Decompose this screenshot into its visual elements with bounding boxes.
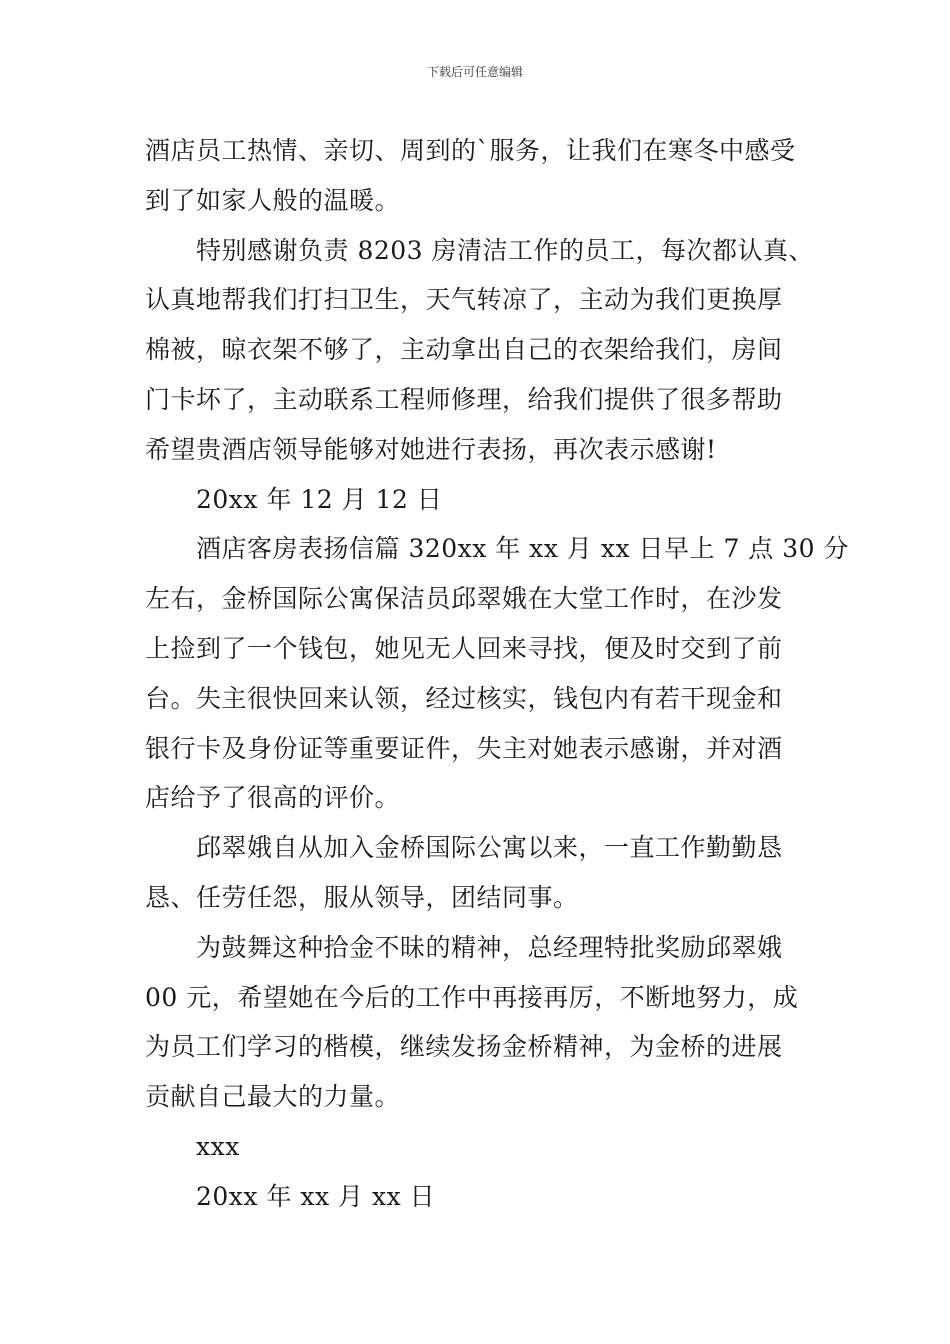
text-line: 希望贵酒店领导能够对她进行表扬，再次表示感谢! <box>145 434 717 464</box>
page-header: 下载后可任意编辑 <box>426 65 523 79</box>
text-line: 棉被，晾衣架不够了，主动拿出自己的衣架给我们，房间 <box>145 335 783 365</box>
text-line: 恳、任劳任怨，服从领导，团结同事。 <box>145 882 579 912</box>
text-line: 00 元，希望她在今后的工作中再接再厉，不断地努力，成 <box>145 982 799 1012</box>
text-line: 特别感谢负责 8203 房清洁工作的员工，每次都认真、 <box>196 235 815 265</box>
document-body <box>145 126 849 1222</box>
text-line: 邱翠娥自从加入金桥国际公寓以来，一直工作勤勤恳 <box>196 833 783 863</box>
text-line: 左右，金桥国际公寓保洁员邱翠娥在大堂工作时，在沙发 <box>145 584 783 614</box>
text-line: 酒店员工热情、亲切、周到的`服务，让我们在寒冬中感受 <box>145 136 796 165</box>
text-line: 贡献自己最大的力量。 <box>145 1082 401 1112</box>
date-line: 20xx 年 xx 月 xx 日 <box>196 1181 436 1211</box>
signature-line: xxx <box>196 1131 240 1161</box>
text-line: 认真地帮我们打扫卫生，天气转凉了，主动为我们更换厚 <box>145 285 783 315</box>
text-line: 台。失主很快回来认领，经过核实，钱包内有若干现金和 <box>145 683 783 713</box>
text-line: 门卡坏了，主动联系工程师修理，给我们提供了很多帮助 <box>145 384 783 414</box>
text-line: 为鼓舞这种拾金不昧的精神，总经理特批奖励邱翠娥 <box>196 932 783 962</box>
text-line: 上捡到了一个钱包，她见无人回来寻找，便及时交到了前 <box>145 633 783 663</box>
text-line: 为员工们学习的楷模，继续发扬金桥精神，为金桥的进展 <box>145 1032 783 1062</box>
text-line: 酒店客房表扬信篇 320xx 年 xx 月 xx 日早上 7 点 30 分 <box>196 534 849 564</box>
text-line: 店给予了很高的评价。 <box>145 783 401 813</box>
text-line: 银行卡及身份证等重要证件，失主对她表示感谢，并对酒 <box>145 733 783 763</box>
text-line: 到了如家人般的温暖。 <box>145 185 401 215</box>
date-line: 20xx 年 12 月 12 日 <box>196 484 443 514</box>
